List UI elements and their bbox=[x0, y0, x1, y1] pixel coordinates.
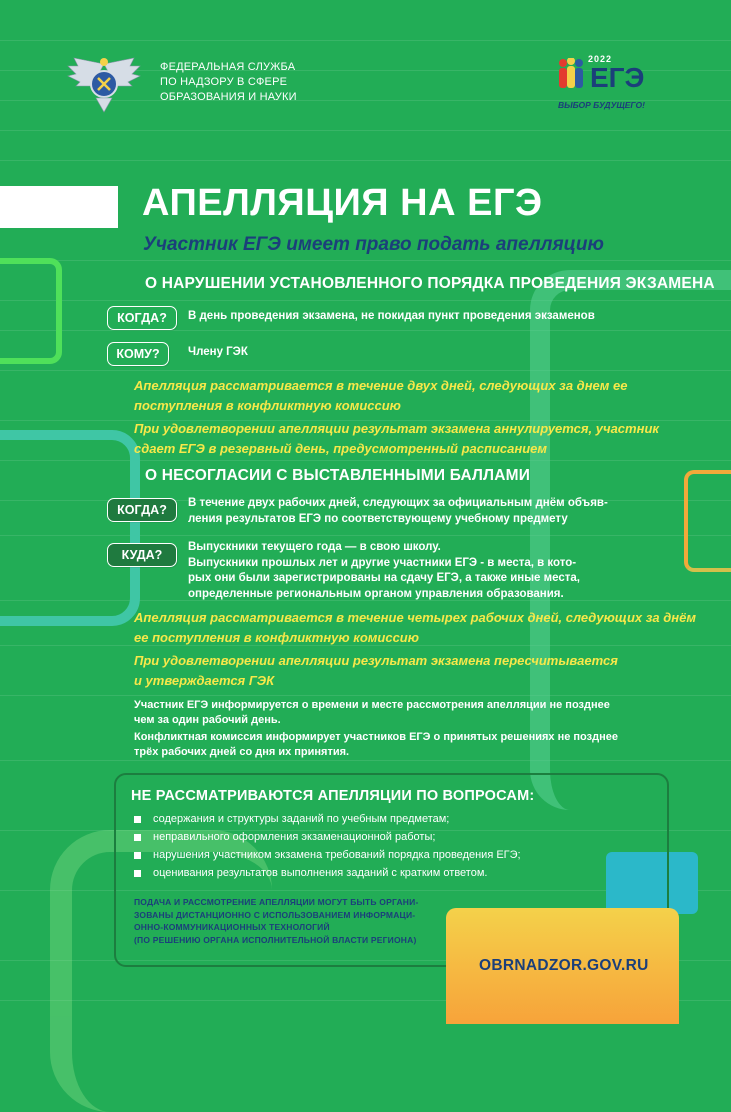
agency-name bbox=[160, 60, 297, 105]
section2-note2 bbox=[134, 651, 618, 691]
section1-whom-text: Члену ГЭК bbox=[188, 346, 248, 358]
remote-note-line3: ОННО-КОММУНИКАЦИОННЫХ ТЕХНОЛОГИЙ bbox=[134, 922, 330, 932]
remote-note-line1: ПОДАЧА И РАССМОТРЕНИЕ АПЕЛЛЯЦИИ МОГУТ БЫТЬ ОРГАНИ- bbox=[134, 897, 419, 907]
section1-note1-line2: поступления в конфликтную комиссию bbox=[134, 398, 401, 413]
ege-logo-year: 2022 bbox=[588, 54, 613, 64]
section2-note2-line2: и утверждается ГЭК bbox=[134, 673, 275, 688]
section1-note2 bbox=[134, 419, 659, 459]
title-white-bar bbox=[0, 186, 118, 228]
ege-logo-slogan: ВЫБОР БУДУЩЕГО! bbox=[558, 100, 645, 110]
section2-when-line2: ления результатов ЕГЭ по соответствующему учебному предмету bbox=[188, 512, 568, 525]
section1-when-text: В день проведения экзамена, не покидая пункт проведения экзаменов bbox=[188, 310, 595, 322]
bullet-square-icon bbox=[134, 870, 141, 877]
not-considered-item bbox=[134, 831, 435, 843]
bullet-square-icon bbox=[134, 852, 141, 859]
page-subtitle: Участник ЕГЭ имеет право подать апелляцию bbox=[143, 234, 604, 255]
agency-line-1: ФЕДЕРАЛЬНАЯ СЛУЖБА bbox=[160, 61, 296, 73]
not-considered-item-text: содержания и структуры заданий по учебным предметам; bbox=[153, 813, 450, 825]
bullet-square-icon bbox=[134, 816, 141, 823]
section2-info1-line2: чем за один рабочий день. bbox=[134, 713, 281, 726]
section2-where-text bbox=[188, 540, 580, 602]
section2-note1-line1: Апелляция рассматривается в течение четырех рабочих дней, следующих за днём bbox=[134, 610, 696, 625]
not-considered-item bbox=[134, 813, 449, 825]
rosobrnadzor-emblem bbox=[62, 54, 146, 116]
section2-where-line4: определенные региональным органом управления образования. bbox=[188, 587, 564, 600]
section2-where-line2: Выпускники прошлых лет и другие участники ЕГЭ - в места, в кото- bbox=[188, 556, 577, 569]
not-considered-item-text: нарушения участником экзамена требований порядка проведения ЕГЭ; bbox=[153, 849, 521, 861]
remote-appeal-note bbox=[134, 896, 418, 946]
section2-note2-line1: При удовлетворении апелляции результат экзамена пересчитывается bbox=[134, 653, 618, 668]
section2-where-line1: Выпускники текущего года — в свою школу. bbox=[188, 541, 441, 553]
website-link[interactable]: OBRNADZOR.GOV.RU bbox=[479, 957, 649, 974]
section1-note2-line1: При удовлетворении апелляции результат экзамена аннулируется, участник bbox=[134, 421, 659, 436]
not-considered-item-text: неправильного оформления экзаменационной работы; bbox=[153, 831, 436, 843]
section2-when-line1: В течение двух рабочих дней, следующих за официальным днём объяв- bbox=[188, 497, 608, 509]
section2-info2-line2: трёх рабочих дней со дня их принятия. bbox=[134, 745, 350, 758]
remote-note-line2: ЗОВАНЫ ДИСТАНЦИОННО С ИСПОЛЬЗОВАНИЕМ ИНФОРМАЦИ- bbox=[134, 909, 416, 920]
not-considered-item bbox=[134, 849, 521, 861]
ege-logo-text: ЕГЭ bbox=[590, 62, 645, 93]
section1-when-label: КОГДА? bbox=[107, 306, 177, 330]
agency-line-2: ПО НАДЗОРУ В СФЕРЕ bbox=[160, 76, 288, 88]
section2-note1 bbox=[134, 608, 696, 648]
section1-note2-line2: сдает ЕГЭ в резервный день, предусмотренный расписанием bbox=[134, 441, 547, 456]
section2-info2-line1: Конфликтная комиссия информирует участников ЕГЭ о принятых решениях не позднее bbox=[134, 731, 618, 743]
deco-left-green-bracket bbox=[0, 258, 62, 364]
bullet-square-icon bbox=[134, 834, 141, 841]
not-considered-item-text: оценивания результатов выполнения заданий с кратким ответом. bbox=[153, 867, 488, 879]
not-considered-heading: НЕ РАССМАТРИВАЮТСЯ АПЕЛЛЯЦИИ ПО ВОПРОСАМ: bbox=[131, 788, 535, 804]
not-considered-item bbox=[134, 867, 487, 879]
ege-logo-figures-icon bbox=[556, 58, 586, 90]
section2-heading: О НЕСОГЛАСИИ С ВЫСТАВЛЕННЫМИ БАЛЛАМИ bbox=[145, 467, 531, 484]
section2-info1-line1: Участник ЕГЭ информируется о времени и месте рассмотрения апелляции не позднее bbox=[134, 699, 610, 711]
section1-heading: О НАРУШЕНИИ УСТАНОВЛЕННОГО ПОРЯДКА ПРОВЕДЕНИЯ ЭКЗАМЕНА bbox=[145, 275, 715, 292]
section2-where-label: КУДА? bbox=[107, 543, 177, 567]
section2-when-text bbox=[188, 496, 608, 527]
section2-where-line3: рых они были зарегистрированы на сдачу ЕГЭ, а также иные места, bbox=[188, 572, 580, 584]
section2-info2 bbox=[134, 730, 618, 759]
section2-when-label: КОГДА? bbox=[107, 498, 177, 522]
deco-left-cyan-bracket bbox=[0, 430, 140, 626]
agency-line-3: ОБРАЗОВАНИЯ И НАУКИ bbox=[160, 91, 297, 103]
section2-info1 bbox=[134, 698, 610, 727]
section2-note1-line2: ее поступления в конфликтную комиссию bbox=[134, 630, 419, 645]
section1-note1 bbox=[134, 376, 627, 416]
section1-note1-line1: Апелляция рассматривается в течение двух дней, следующих за днем ее bbox=[134, 378, 628, 393]
ege-logo bbox=[554, 50, 674, 114]
remote-note-line4: (ПО РЕШЕНИЮ ОРГАНА ИСПОЛНИТЕЛЬНОЙ ВЛАСТИ РЕГИОНА) bbox=[134, 934, 417, 945]
deco-right-orange-bracket bbox=[684, 470, 731, 572]
section1-whom-label: КОМУ? bbox=[107, 342, 169, 366]
page-title: АПЕЛЛЯЦИЯ НА ЕГЭ bbox=[142, 182, 543, 224]
